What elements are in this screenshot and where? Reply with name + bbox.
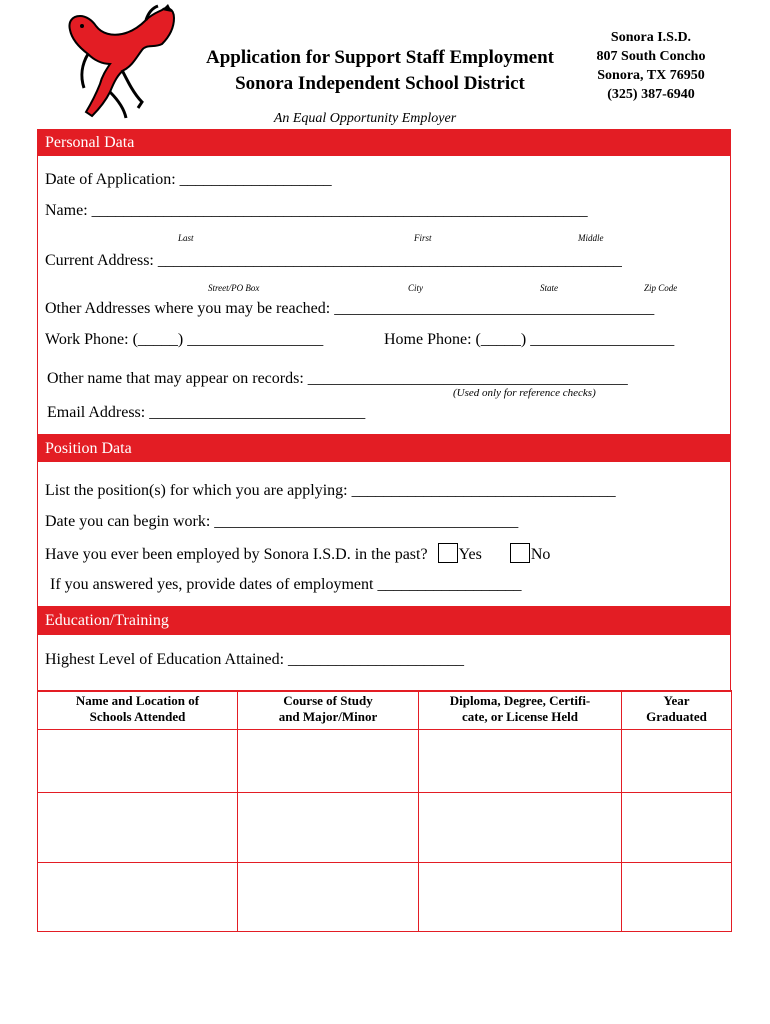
table-row: [38, 730, 732, 793]
column-header-course: Course of Study and Major/Minor: [238, 691, 419, 730]
address-street-label: Street/PO Box: [208, 283, 260, 293]
home-phone-field[interactable]: Home Phone: (_____) __________________: [384, 331, 675, 348]
highest-education-field[interactable]: Highest Level of Education Attained: ______________________: [45, 651, 465, 668]
name-field[interactable]: Name: ______________________________________________________________: [45, 202, 588, 219]
school-cell[interactable]: [38, 793, 238, 863]
name-first-label: First: [414, 233, 432, 243]
work-phone-field[interactable]: Work Phone: (_____) _________________: [45, 331, 324, 348]
no-label: No: [530, 546, 551, 563]
year-cell[interactable]: [622, 863, 732, 932]
district-name: Sonora Independent School District: [235, 73, 525, 94]
education-heading: Education/Training: [37, 607, 731, 635]
address-city: Sonora, TX 76950: [597, 68, 705, 83]
name-last-label: Last: [178, 233, 194, 243]
diploma-cell[interactable]: [419, 793, 622, 863]
address-phone: (325) 387-6940: [607, 87, 695, 102]
other-addresses-field[interactable]: Other Addresses where you may be reached: ________________________________________: [45, 300, 655, 317]
date-of-application-field[interactable]: Date of Application: ___________________: [45, 171, 332, 188]
equal-opportunity-tagline: An Equal Opportunity Employer: [273, 111, 457, 126]
course-cell[interactable]: [238, 793, 419, 863]
name-middle-label: Middle: [578, 233, 604, 243]
address-state-label: State: [540, 283, 558, 293]
begin-work-date-field[interactable]: Date you can begin work: ______________________________________: [45, 513, 519, 530]
year-cell[interactable]: [622, 730, 732, 793]
table-header-row: [38, 691, 732, 730]
yes-label: Yes: [458, 546, 482, 563]
column-header-school: Name and Location of Schools Attended: [38, 691, 238, 730]
position-data-heading: Position Data: [37, 435, 731, 462]
column-header-year: Year Graduated: [622, 691, 732, 730]
school-cell[interactable]: [38, 863, 238, 932]
employment-dates-field[interactable]: If you answered yes, provide dates of employment __________________: [50, 576, 522, 593]
address-zip-label: Zip Code: [644, 283, 678, 293]
district-address: [588, 28, 714, 104]
yes-checkbox[interactable]: [438, 543, 458, 563]
other-name-field[interactable]: Other name that may appear on records: ________________________________________: [47, 370, 628, 387]
school-cell[interactable]: [38, 730, 238, 793]
year-cell[interactable]: [622, 793, 732, 863]
diploma-cell[interactable]: [419, 863, 622, 932]
reference-checks-note: (Used only for reference checks): [453, 387, 596, 399]
course-cell[interactable]: [238, 730, 419, 793]
prior-employment-question: [45, 543, 550, 564]
current-address-field[interactable]: Current Address: __________________________________________________________: [45, 252, 622, 269]
address-street: 807 South Concho: [596, 49, 706, 64]
diploma-cell[interactable]: [419, 730, 622, 793]
prior-employment-label: Have you ever been employed by Sonora I.S.D. in the past?: [45, 546, 428, 563]
table-row: [38, 863, 732, 932]
address-org: Sonora I.S.D.: [610, 30, 692, 45]
table-row: [38, 793, 732, 863]
personal-data-heading: Personal Data: [37, 129, 731, 156]
course-cell[interactable]: [238, 863, 419, 932]
email-field[interactable]: Email Address: ___________________________: [47, 404, 366, 421]
education-table: [37, 690, 732, 932]
mustang-logo: [62, 4, 178, 124]
no-checkbox[interactable]: [510, 543, 530, 563]
positions-applying-field[interactable]: List the position(s) for which you are applying: _________________________________: [45, 482, 616, 499]
address-city-label: City: [408, 283, 423, 293]
column-header-diploma: Diploma, Degree, Certifi- cate, or License Held: [419, 691, 622, 730]
form-title: Application for Support Staff Employment: [205, 47, 554, 68]
